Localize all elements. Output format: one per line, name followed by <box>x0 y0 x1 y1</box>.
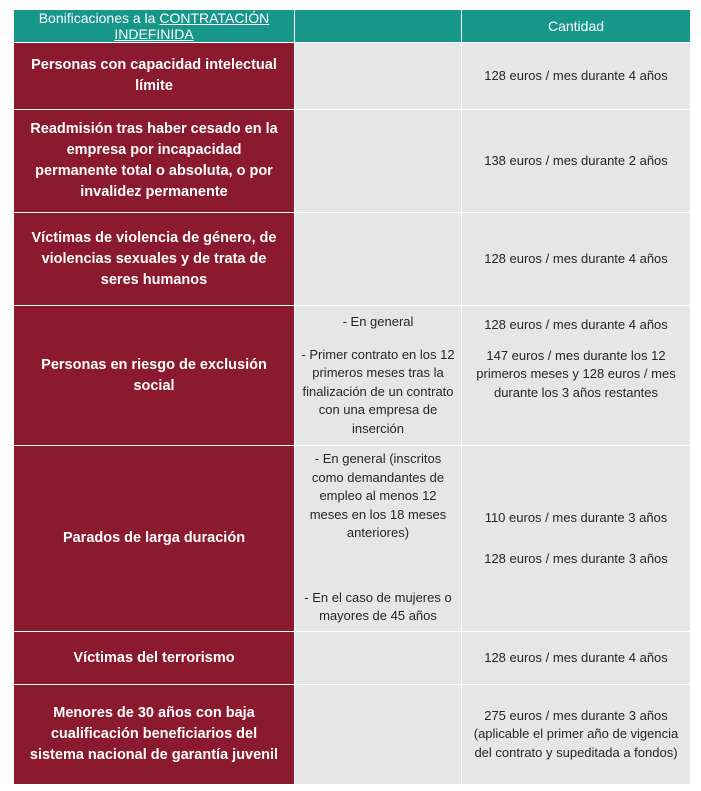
header-prefix: Bonificaciones a la <box>38 10 160 26</box>
bonificaciones-table <box>13 9 691 785</box>
category-cell: Menores de 30 años con baja cualificación beneficiarios del sistema nacional de garantía juvenil <box>14 685 295 785</box>
amount-text: 128 euros / mes durante 4 años <box>484 250 668 266</box>
table-row <box>14 110 691 213</box>
category-cell: Readmisión tras haber cesado en la empresa por incapacidad permanente total o absoluta, o por invalidez permanente <box>14 110 295 213</box>
category-cell: Víctimas de violencia de género, de violencias sexuales y de trata de seres humanos <box>14 213 295 306</box>
header-contratacion-link[interactable]: CONTRATACIÓN INDEFINIDA <box>114 10 270 42</box>
header-bonificaciones <box>14 10 295 43</box>
condition-text: - En el caso de mujeres o mayores de 45 años <box>304 589 452 623</box>
bonificaciones-table-wrapper <box>13 9 690 785</box>
conditions-cell <box>295 110 462 213</box>
conditions-cell <box>295 632 462 685</box>
amount-text: 128 euros / mes durante 4 años <box>484 649 668 665</box>
table-row <box>14 213 691 306</box>
amount-cell <box>462 306 691 446</box>
amount-text: 147 euros / mes durante los 12 primeros meses y 128 euros / mes durante los 3 años restantes <box>476 347 676 400</box>
amount-cell <box>462 110 691 213</box>
header-conditions <box>295 10 462 43</box>
amount-text: 128 euros / mes durante 4 años <box>484 317 668 332</box>
category-cell: Víctimas del terrorismo <box>14 632 295 685</box>
conditions-cell <box>295 446 462 632</box>
amount-text: 138 euros / mes durante 2 años <box>484 152 668 168</box>
amount-cell <box>462 632 691 685</box>
table-row <box>14 632 691 685</box>
conditions-cell <box>295 306 462 446</box>
amount-text: 275 euros / mes durante 3 años (aplicable el primer año de vigencia del contrato y supeditada a fondos) <box>473 707 679 760</box>
amount-cell <box>462 446 691 632</box>
conditions-cell <box>295 685 462 785</box>
conditions-cell <box>295 43 462 110</box>
table-row <box>14 446 691 632</box>
amount-text: 110 euros / mes durante 3 años <box>484 510 668 525</box>
category-cell: Parados de larga duración <box>14 446 295 632</box>
amount-text: 128 euros / mes durante 4 años <box>484 67 668 83</box>
conditions-cell <box>295 213 462 306</box>
condition-text: - En general <box>342 314 414 329</box>
amount-cell <box>462 213 691 306</box>
table-row <box>14 685 691 785</box>
category-cell: Personas con capacidad intelectual límite <box>14 43 295 110</box>
condition-text: - En general (inscritos como demandantes de empleo al menos 12 meses en los 18 meses anteriores) <box>309 451 447 540</box>
table-row <box>14 306 691 446</box>
table-row <box>14 43 691 110</box>
condition-text: - Primer contrato en los 12 primeros meses tras la finalización de un contrato con una empresa de inserción <box>301 346 455 436</box>
amount-cell <box>462 685 691 785</box>
amount-cell <box>462 43 691 110</box>
category-cell: Personas en riesgo de exclusión social <box>14 306 295 446</box>
table-header-row <box>14 10 691 43</box>
header-cantidad: Cantidad <box>462 10 691 43</box>
amount-text: 128 euros / mes durante 3 años <box>484 550 668 566</box>
